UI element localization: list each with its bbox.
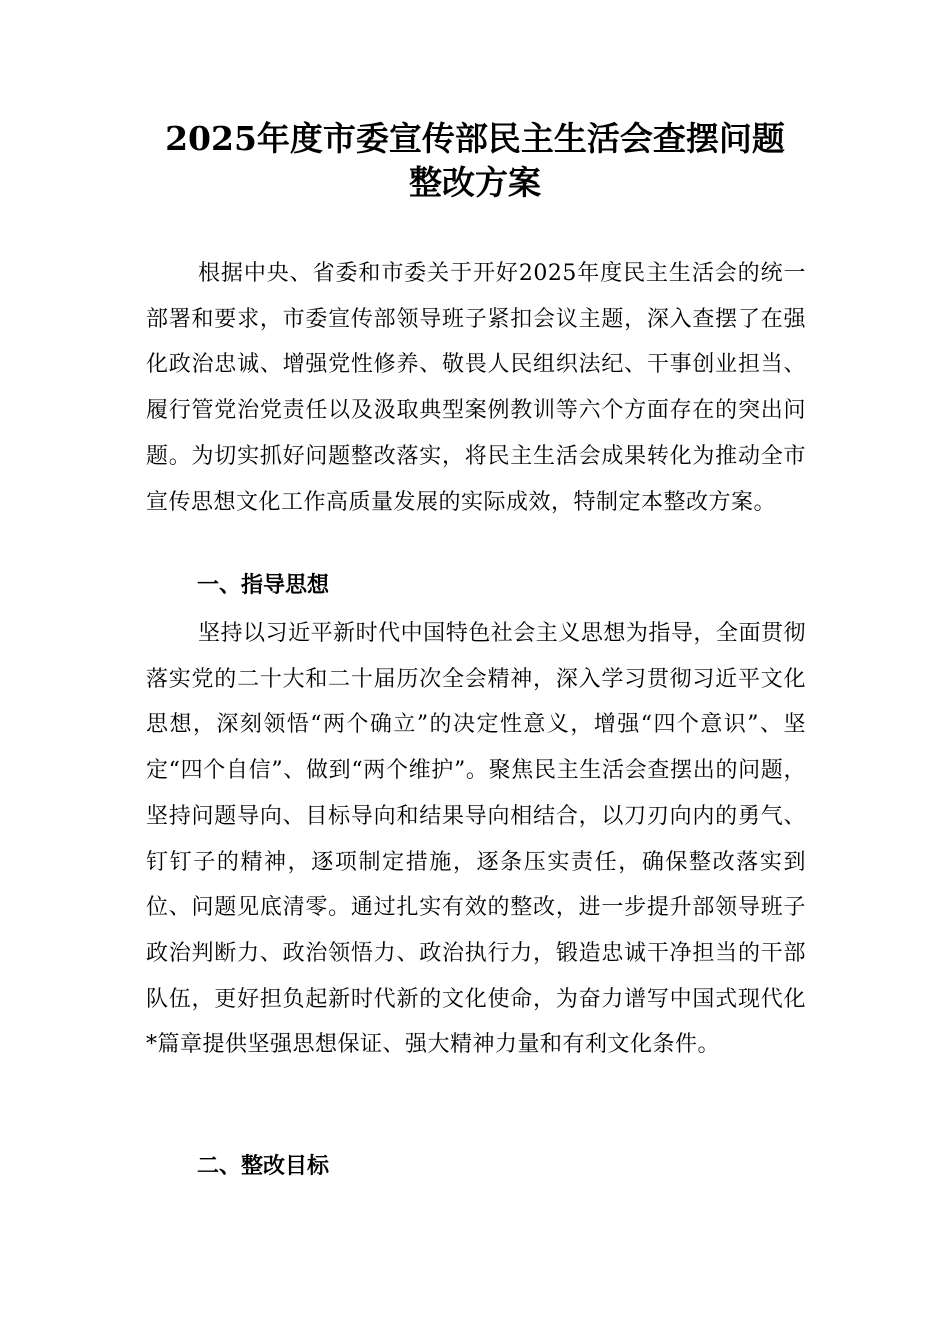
section-heading-guiding-thought: 一、指导思想 — [197, 573, 330, 598]
intro-paragraph: 根据中央、省委和市委关于开好2025年度民主生活会的统一部署和要求，市委宣传部领导班子紧扣会议主题，深入查摆了在强化政治忠诚、增强党性修养、敬畏人民组织法纪、干事创业担当、履行管党治党责任以及汲取典型案例教训等六个方面存在的突出问题。为切实抓好问题整改落实，将民主生活会成果转化为推动全市宣传思想文化工作高质量发展的实际成效，特制定本整改方案。 — [146, 261, 806, 515]
section-heading-rectification-goals: 二、整改目标 — [197, 1154, 330, 1179]
guiding-thought-paragraph: 坚持以习近平新时代中国特色社会主义思想为指导，全面贯彻落实党的二十大和二十届历次全会精神，深入学习贯彻习近平文化思想，深刻领悟“两个确立”的决定性意义，增强“四个意识”、坚定“四个自信”、做到“两个维护”。聚焦民主生活会查摆出的问题，坚持问题导向、目标导向和结果导向相结合，以刀刃向内的勇气、钉钉子的精神，逐项制定措施，逐条压实责任，确保整改落实到位、问题见底清零。通过扎实有效的整改，进一步提升部领导班子政治判断力、政治领悟力、政治执行力，锻造忠诚干净担当的干部队伍，更好担负起新时代新的文化使命，为奋力谱写中国式现代化*篇章提供坚强思想保证、强大精神力量和有利文化条件。 — [146, 621, 806, 1058]
document-title-line-1: 2025年度市委宣传部民主生活会查摆问题 — [165, 119, 785, 158]
document-title-line-2: 整改方案 — [409, 163, 541, 202]
